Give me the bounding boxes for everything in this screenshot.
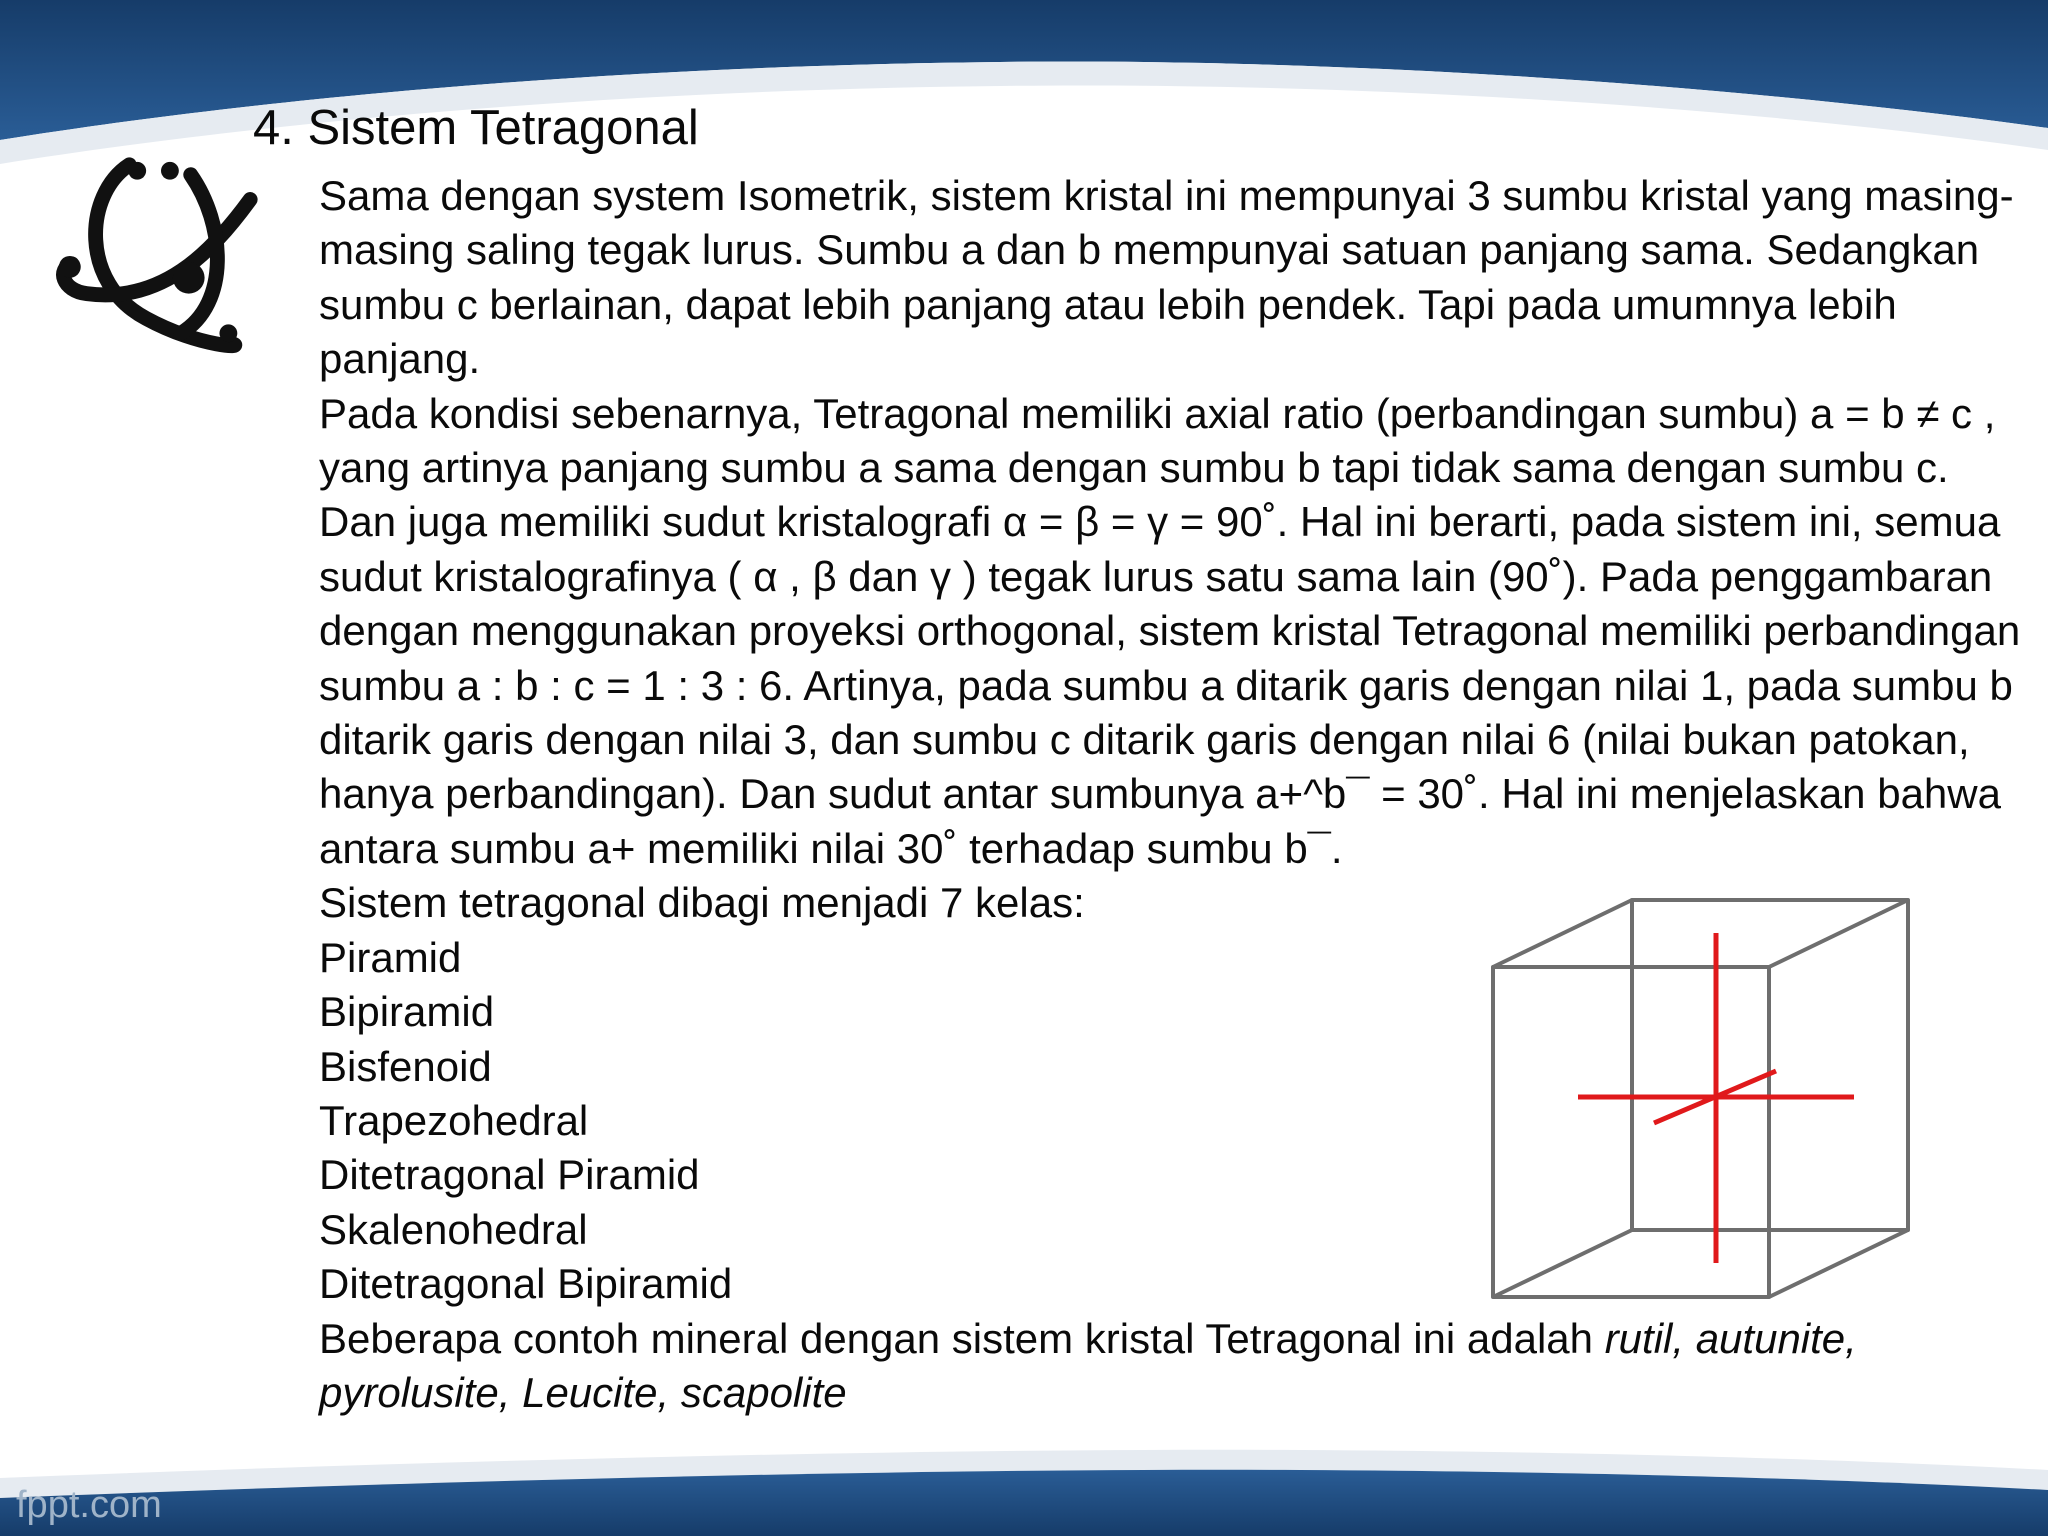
atom-icon (52, 145, 270, 363)
paragraph-examples (319, 1312, 2029, 1421)
paragraph-axial-ratio: Pada kondisi sebenarnya, Tetragonal memiliki axial ratio (perbandingan sumbu) a = b ≠ c , yang artinya panjang sumbu a sama dengan sumbu b tapi tidak sama dengan sumbu c. Dan juga memiliki sudut kristalografi α = β = γ = 90˚. Hal ini berarti, pada sistem ini, semua sudut kristalografinya ( α , β dan γ ) tegak lurus satu sama lain (90˚). Pada penggambaran dengan menggunakan proyeksi orthogonal, sistem kristal Tetragonal memiliki perbandingan sumbu a : b : c = 1 : 3 : 6. Artinya, pada sumbu a ditarik garis dengan nilai 1, pada sumbu b ditarik garis dengan nilai 3, dan sumbu c ditarik garis dengan nilai 6 (nilai bukan patokan, hanya perbandingan). Dan sudut antar sumbunya a+^b¯ = 30˚. Hal ini menjelaskan bahwa antara sumbu a+ memiliki nilai 30˚ terhadap sumbu b¯. (319, 389, 2021, 872)
tetragonal-axes-diagram (1488, 895, 1912, 1303)
list-item: Bipiramid (319, 988, 495, 1036)
list-item: Piramid (319, 933, 462, 981)
cube-edge (1769, 1230, 1908, 1297)
list-item: Ditetragonal Piramid (319, 1151, 700, 1199)
cube-edge (1493, 1230, 1632, 1297)
list-item: Bisfenoid (319, 1042, 492, 1090)
list-item: Skalenohedral (319, 1205, 588, 1253)
cube-edge (1769, 900, 1908, 967)
list-item: Ditetragonal Bipiramid (319, 1260, 733, 1308)
examples-minerals: rutil, autunite, pyrolusite, Leucite, scapolite (319, 1314, 1857, 1416)
footer-brand: fppt.com (16, 1484, 162, 1526)
cube-edge (1493, 900, 1632, 967)
list-item: Trapezohedral (319, 1096, 589, 1144)
paragraph-definition: Sama dengan system Isometrik, sistem kristal ini mempunyai 3 sumbu kristal yang masing-masing saling tegak lurus. Sumbu a dan b mempunyai satuan panjang sama. Sedangkan sumbu c berlainan, dapat lebih panjang atau lebih pendek. Tapi pada umumnya lebih panjang. (319, 172, 2014, 383)
slide-title: 4. Sistem Tetragonal (253, 101, 699, 155)
examples-prefix: Beberapa contoh mineral dengan sistem kristal Tetragonal ini adalah (319, 1314, 1605, 1362)
classes-intro: Sistem tetragonal dibagi menjadi 7 kelas: (319, 879, 1085, 927)
